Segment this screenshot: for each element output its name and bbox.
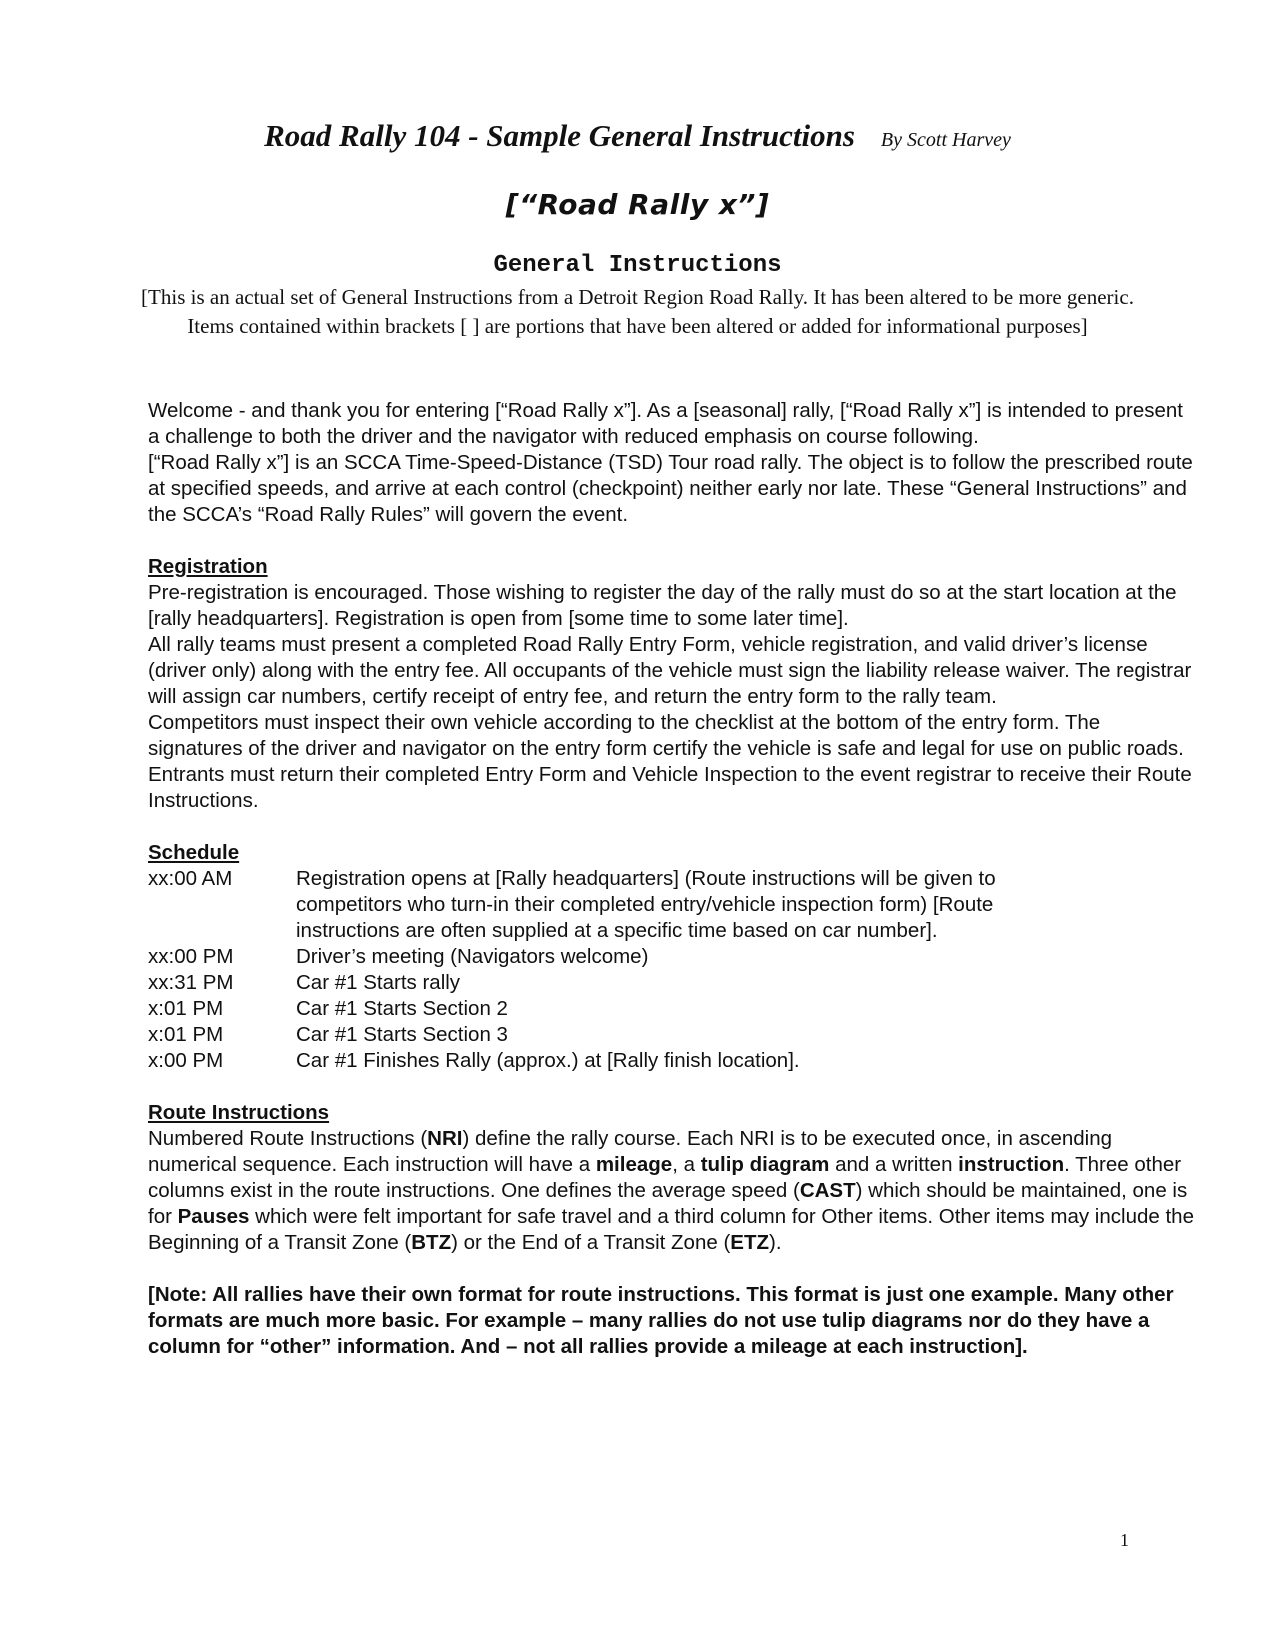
nri-term: NRI bbox=[427, 1127, 463, 1150]
schedule-event: Car #1 Starts rally bbox=[296, 971, 461, 994]
route-instructions-heading: Route Instructions bbox=[148, 1101, 330, 1124]
schedule-row bbox=[148, 996, 1086, 1022]
intro-note: [This is an actual set of General Instructions from a Detroit Region Road Rally. It has been altered to be more generic. Items contained within brackets [ ] are portions that have been altered or added for informational purposes] bbox=[141, 285, 1134, 338]
schedule-table bbox=[148, 866, 1086, 1074]
format-note: [Note: All rallies have their own format for route instructions. This format is just one example. Many other formats are much more basic. For example – many rallies do not use tulip diagrams nor do they have a column for “other” information. And – not all rallies provide a mileage at each instruction]. bbox=[148, 1283, 1174, 1358]
registration-paragraph-2: All rally teams must present a completed Road Rally Entry Form, vehicle registration, and valid driver’s license (driver only) along with the entry fee. All occupants of the vehicle must sign the liability release waiver. The registrar will assign car numbers, certify receipt of entry fee, and return the entry form to the rally team. bbox=[148, 633, 1192, 708]
document-title bbox=[0, 118, 1275, 154]
rally-name-subtitle: [“Road Rally x”] bbox=[505, 188, 770, 221]
pauses-term: Pauses bbox=[177, 1205, 250, 1228]
welcome-paragraph: Welcome - and thank you for entering [“Road Rally x”]. As a [seasonal] rally, [“Road Rally x”] is intended to present a challenge to both the driver and the navigator with reduced emphasis on course following. bbox=[148, 399, 1183, 448]
document-body bbox=[148, 398, 1198, 1360]
instruction-term: instruction bbox=[958, 1153, 1065, 1176]
schedule-time: x:01 PM bbox=[148, 1023, 224, 1046]
registration-heading: Registration bbox=[148, 555, 268, 578]
schedule-row bbox=[148, 1048, 1086, 1074]
schedule-time: x:00 PM bbox=[148, 1049, 224, 1072]
schedule-time: xx:00 PM bbox=[148, 945, 234, 968]
etz-term: ETZ bbox=[730, 1231, 769, 1254]
schedule-row bbox=[148, 866, 1086, 944]
schedule-event: Driver’s meeting (Navigators welcome) bbox=[296, 945, 649, 968]
schedule-row bbox=[148, 970, 1086, 996]
schedule-event: Car #1 Starts Section 3 bbox=[296, 1023, 508, 1046]
schedule-row bbox=[148, 944, 1086, 970]
page-number: 1 bbox=[1120, 1530, 1129, 1550]
general-instructions-heading: General Instructions bbox=[493, 252, 782, 279]
schedule-time: x:01 PM bbox=[148, 997, 224, 1020]
schedule-time: xx:00 AM bbox=[148, 867, 233, 890]
registration-paragraph-1: Pre-registration is encouraged. Those wishing to register the day of the rally must do so at the start location at the [rally headquarters]. Registration is open from [some time to some later time]. bbox=[148, 581, 1177, 630]
btz-term: BTZ bbox=[411, 1231, 452, 1254]
tulip-diagram-term: tulip diagram bbox=[700, 1153, 830, 1176]
schedule-time: xx:31 PM bbox=[148, 971, 234, 994]
schedule-heading: Schedule bbox=[148, 841, 240, 864]
mileage-term: mileage bbox=[595, 1153, 673, 1176]
tsd-description-paragraph: [“Road Rally x”] is an SCCA Time-Speed-Distance (TSD) Tour road rally. The object is to follow the prescribed route at specified speeds, and arrive at each control (checkpoint) neither early nor late. These “General Instructions” and the SCCA’s “Road Rally Rules” will govern the event. bbox=[148, 451, 1193, 526]
schedule-event: Car #1 Starts Section 2 bbox=[296, 997, 508, 1020]
schedule-event: Registration opens at [Rally headquarters] (Route instructions will be given to competitors who turn-in their completed entry/vehicle inspection form) [Route instructions are often supplied at a specific time based on car number]. bbox=[296, 867, 996, 942]
registration-paragraph-3: Competitors must inspect their own vehicle according to the checklist at the bottom of the entry form. The signatures of the driver and navigator on the entry form certify the vehicle is safe and legal for use on public roads. Entrants must return their completed Entry Form and Vehicle Inspection to the event registrar to receive their Route Instructions. bbox=[148, 711, 1192, 812]
author-text: By Scott Harvey bbox=[880, 129, 1011, 151]
schedule-row bbox=[148, 1022, 1086, 1048]
route-instructions-paragraph: Numbered Route Instructions (NRI) define the rally course. Each NRI is to be executed once, in ascending numerical sequence. Each instruction will have a mileage, a tulip diagram and a written instruction. Three other columns exist in the route instructions. One defines the average speed (CAST) which should be maintained, one is for Pauses which were felt important for safe travel and a third column for Other items. Other items may include the Beginning of a Transit Zone (BTZ) or the End of a Transit Zone (ETZ). bbox=[148, 1127, 1194, 1254]
cast-term: CAST bbox=[799, 1179, 856, 1202]
schedule-event: Car #1 Finishes Rally (approx.) at [Rally finish location]. bbox=[296, 1049, 800, 1072]
title-text: Road Rally 104 - Sample General Instructions bbox=[264, 118, 855, 153]
